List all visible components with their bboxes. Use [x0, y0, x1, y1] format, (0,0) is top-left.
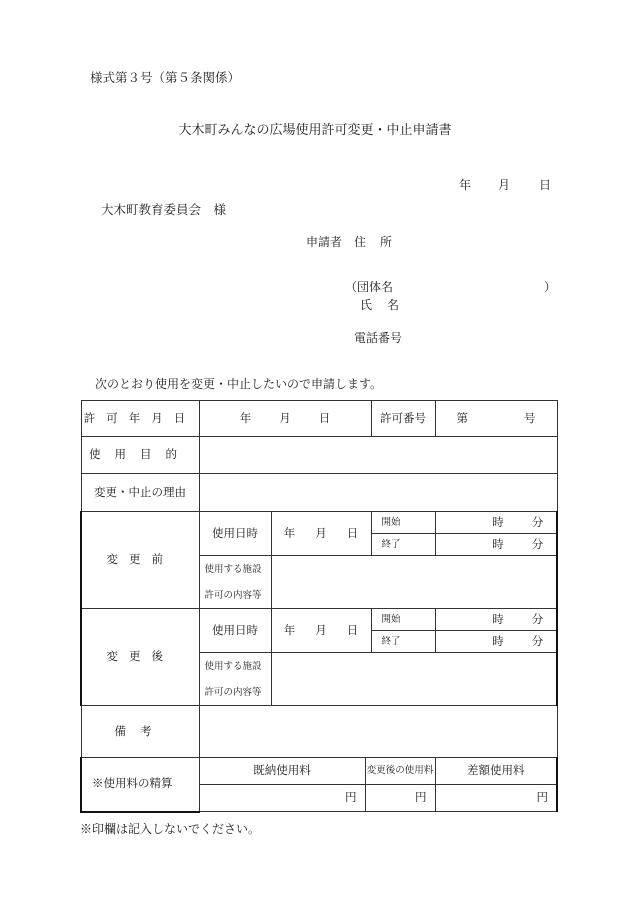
before-day: 日 [346, 525, 359, 540]
number-prefix: 第 [456, 410, 468, 425]
document-title: 大木町みんなの広場使用許可変更・中止申請書 [178, 123, 452, 138]
before-year: 年 [283, 525, 296, 540]
group-name-close: ） [544, 280, 557, 294]
paid-fee-field[interactable] [199, 785, 365, 812]
after-facility-label: 使用する施設 [199, 653, 271, 680]
after-start-minute: 分 [531, 611, 544, 626]
reason-label: 変更・中止の理由 [81, 474, 199, 512]
after-end-label: 終了 [371, 631, 435, 653]
footnote: ※印欄は記入しないでください。 [80, 822, 261, 836]
application-table [80, 400, 558, 813]
group-name-label: （団体名 [345, 280, 394, 294]
permit-date-label: 許可年月日 [81, 401, 199, 437]
date-month-label: 月 [498, 178, 511, 192]
permit-date-field[interactable] [199, 401, 371, 437]
after-start-label: 開始 [371, 609, 435, 631]
diff-fee-field[interactable] [435, 785, 557, 812]
after-permit-content-label: 許可の内容等 [199, 680, 271, 706]
after-end-minute: 分 [531, 633, 544, 648]
after-end-hour: 時 [492, 633, 504, 648]
before-facility-label: 使用する施設 [199, 556, 271, 583]
new-fee-label: 変更後の使用料 [365, 758, 435, 785]
before-start-minute: 分 [531, 514, 544, 529]
paid-fee-yen: 円 [345, 790, 357, 805]
phone-label: 電話番号 [354, 331, 403, 345]
permit-day: 日 [318, 410, 331, 425]
after-day: 日 [346, 622, 359, 637]
before-start-label: 開始 [371, 512, 435, 534]
permit-year: 年 [239, 410, 252, 425]
before-start-hour: 時 [492, 514, 504, 529]
name-label: 氏名 [360, 298, 415, 312]
remarks-label: 備考 [81, 706, 199, 758]
date-day-label: 日 [539, 178, 552, 192]
reason-field[interactable] [199, 474, 557, 512]
before-end-label: 終了 [371, 534, 435, 556]
before-end-minute: 分 [531, 536, 544, 551]
date-year-label: 年 [459, 178, 472, 192]
permit-month: 月 [279, 410, 291, 425]
fee-settlement-label: ※使用料の精算 [81, 758, 199, 812]
after-date-field[interactable] [271, 609, 371, 653]
before-permit-content-label: 許可の内容等 [199, 583, 271, 609]
new-fee-field[interactable] [365, 785, 435, 812]
paid-fee-label: 既納使用料 [199, 758, 365, 785]
before-datetime-label: 使用日時 [199, 512, 271, 556]
after-start-hour: 時 [492, 611, 504, 626]
after-label: 変更後 [81, 609, 199, 706]
purpose-field[interactable] [199, 437, 557, 474]
before-date-field[interactable] [271, 512, 371, 556]
number-suffix: 号 [524, 410, 536, 425]
after-year: 年 [283, 622, 296, 637]
new-fee-yen: 円 [415, 790, 427, 805]
form-number: 様式第３号（第５条関係） [90, 70, 241, 85]
addressee: 大木町教育委員会 様 [101, 202, 227, 217]
after-facility-field[interactable] [271, 653, 557, 706]
applicant-label: 申請者 [306, 235, 343, 249]
remarks-field[interactable] [199, 706, 557, 758]
diff-fee-label: 差額使用料 [435, 758, 557, 785]
before-start-time[interactable] [435, 512, 557, 534]
after-start-time[interactable] [435, 609, 557, 631]
permit-number-label: 許可番号 [371, 401, 435, 437]
before-label: 変更前 [81, 512, 199, 609]
before-end-time[interactable] [435, 534, 557, 556]
before-end-hour: 時 [492, 536, 504, 551]
after-end-time[interactable] [435, 631, 557, 653]
after-month: 月 [315, 622, 327, 637]
address-label: 住所 [354, 235, 407, 249]
intro-text: 次のとおり使用を変更・中止したいので申請します。 [95, 377, 383, 391]
diff-fee-yen: 円 [536, 790, 548, 805]
before-facility-field[interactable] [271, 556, 557, 609]
purpose-label: 使用目的 [81, 437, 199, 474]
before-month: 月 [315, 525, 327, 540]
after-datetime-label: 使用日時 [199, 609, 271, 653]
permit-number-field[interactable] [435, 401, 557, 437]
